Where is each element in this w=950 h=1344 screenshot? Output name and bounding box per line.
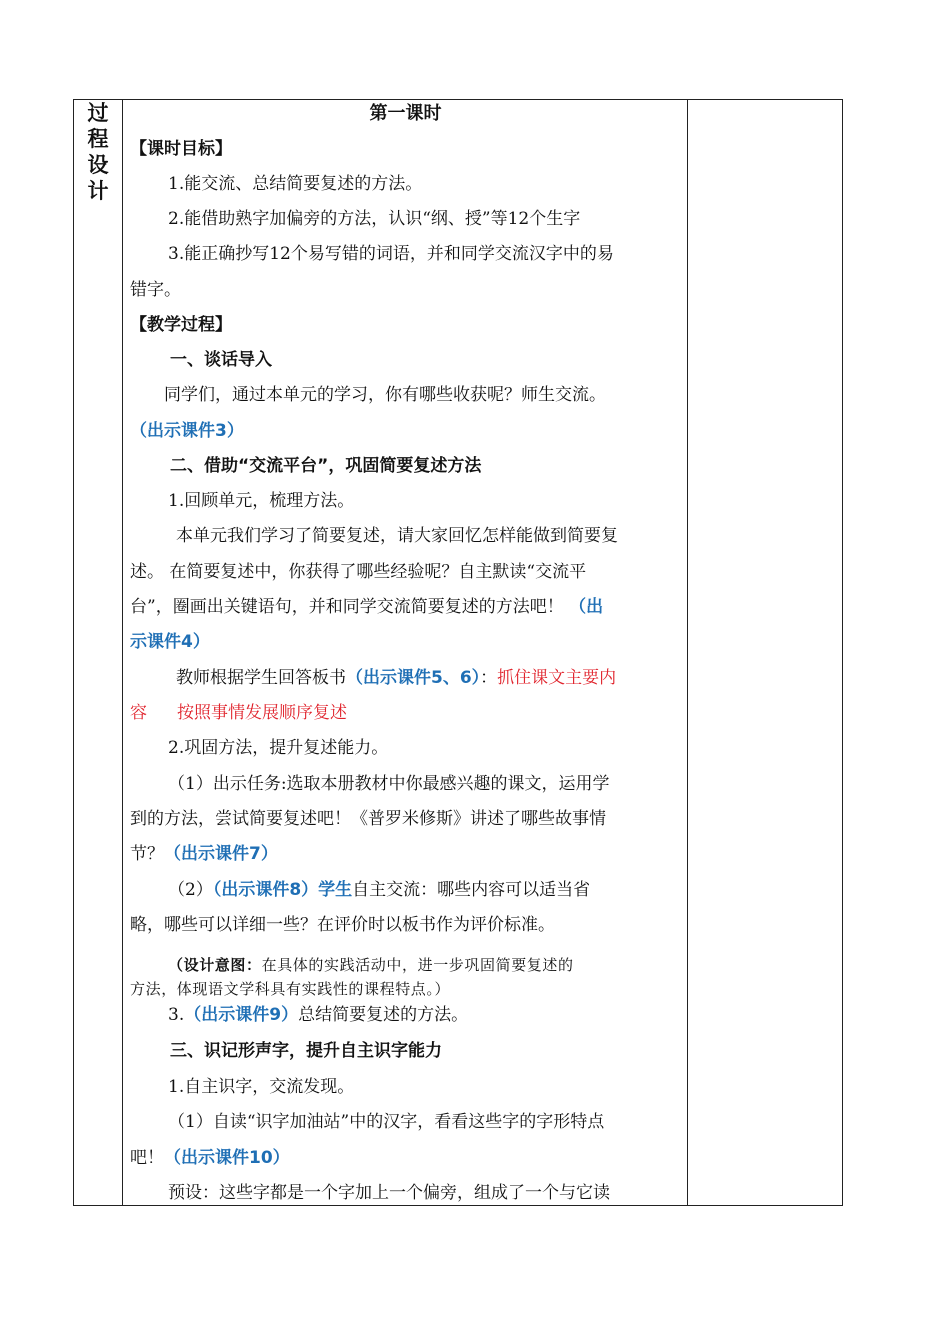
step-item: 1.回顾单元，梳理方法。 (168, 491, 355, 511)
courseware-ref: （出示课件5、6） (346, 668, 481, 688)
step-item: 1.自主识字，交流发现。 (168, 1077, 355, 1097)
goal-item: 1.能交流、总结简要复述的方法。 (168, 174, 423, 194)
paragraph: 教师根据学生回答板书 (176, 668, 346, 688)
design-intent-label: （设计意图： (168, 956, 262, 974)
lesson-title: 第一课时 (369, 103, 442, 124)
section-heading-goals: 【课时目标】 (130, 139, 232, 159)
courseware-ref: （出示课件9） (184, 1005, 299, 1025)
board-note: 按照事情发展顺序复述 (177, 703, 347, 723)
paragraph: 略，哪些可以详细一些？在评价时以板书作为评价标准。 (130, 915, 555, 935)
side-label (74, 100, 122, 204)
goal-item-continued: 错字。 (130, 280, 181, 300)
part-heading: 二、借助“交流平台”，巩固简要复述方法 (170, 456, 482, 476)
side-char: 过 (87, 101, 109, 125)
side-char: 计 (87, 179, 109, 203)
paragraph: 到的方法，尝试简要复述吧！《普罗米修斯》讲述了哪些故事情 (130, 809, 606, 829)
courseware-ref: （出示课件8）学生 (212, 880, 353, 900)
paragraph: 节？ (130, 844, 164, 864)
courseware-ref: （出示课件3） (130, 421, 244, 441)
goal-item: 3.能正确抄写12个易写错的词语，并和同学交流汉字中的易 (168, 244, 614, 264)
paragraph: 本单元我们学习了简要复述，请大家回忆怎样能做到简要复 (176, 526, 618, 546)
paragraph: 同学们，通过本单元的学习，你有哪些收获呢？师生交流。 (164, 385, 606, 405)
paragraph: 自主交流：哪些内容可以适当省 (352, 880, 591, 900)
paragraph: 述。 在简要复述中，你获得了哪些经验呢？自主默读“交流平 (130, 562, 587, 582)
design-intent-text: 方法，体现语文学科具有实践性的课程特点。） (130, 980, 451, 998)
courseware-ref: （出示课件10） (164, 1148, 290, 1168)
paragraph: 吧！ (130, 1148, 164, 1168)
section-heading-process: 【教学过程】 (130, 315, 232, 335)
lesson-plan-table (73, 99, 843, 1206)
side-char: 设 (87, 153, 109, 177)
punctuation: ： (480, 668, 498, 688)
step-item: 总结简要复述的方法。 (298, 1005, 469, 1025)
paragraph: （2） (168, 880, 213, 900)
notes-column (688, 100, 842, 1205)
courseware-ref: （出示课件7） (164, 844, 278, 864)
design-intent-text: 在具体的实践活动中，进一步巩固简要复述的 (261, 956, 574, 974)
part-heading: 三、识记形声字，提升自主识字能力 (170, 1041, 442, 1061)
part-heading: 一、谈话导入 (170, 350, 272, 370)
paragraph: 台”，圈画出关键语句，并和同学交流简要复述的方法吧！ (130, 597, 564, 617)
step-item: 3. (168, 1005, 185, 1025)
column-divider-left (122, 100, 123, 1205)
goal-item: 2.能借助熟字加偏旁的方法，认识“纲、授”等12个生字 (168, 209, 581, 229)
paragraph: （1）出示任务:选取本册教材中你最感兴趣的课文，运用学 (168, 774, 610, 794)
paragraph: （1）自读“识字加油站”中的汉字，看看这些字的字形特点 (168, 1112, 605, 1132)
board-note: 容 (130, 703, 147, 723)
courseware-ref: 示课件4） (130, 632, 210, 652)
paragraph: 预设：这些字都是一个字加上一个偏旁，组成了一个与它读 (168, 1183, 610, 1203)
board-note: 抓住课文主要内 (497, 668, 617, 688)
courseware-ref: （出 (569, 597, 604, 617)
side-char: 程 (87, 127, 109, 151)
step-item: 2.巩固方法，提升复述能力。 (168, 738, 389, 758)
